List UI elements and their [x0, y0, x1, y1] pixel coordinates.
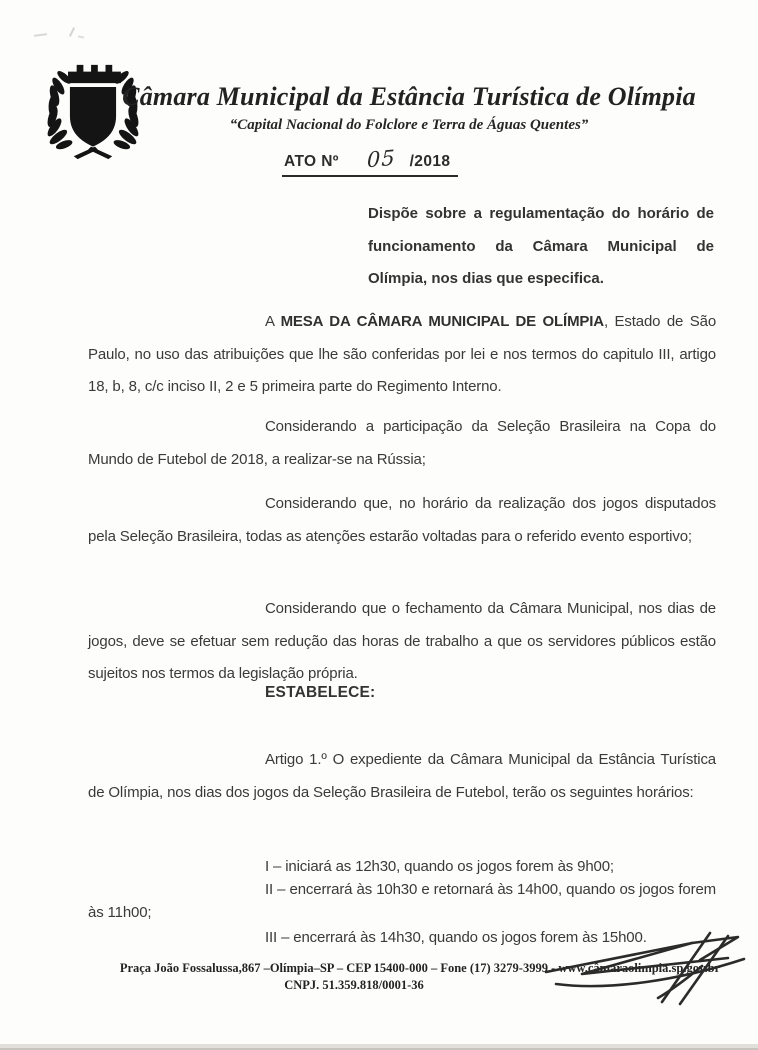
article-1-item: III – encerrará às 14h30, quando os jogos forem às 15h00.: [265, 929, 647, 946]
letterhead: [100, 82, 718, 134]
preamble-rest: , Estado de São Paulo, no uso das atribuições que lhe são conferidas por lei e nos termos do capitulo III, artigo 18, b, 8, c/c inciso II, 2 e 5 primeira parte do Regimento Interno.: [88, 313, 717, 395]
preamble-lead: A: [265, 313, 281, 330]
article-1-item: II – encerrará às 10h30 e retornará às 14h00, quando os jogos forem às 11h00;: [88, 881, 716, 921]
consideration-paragraph: Considerando a participação da Seleção Brasileira na Copa do Mundo de Futebol de 2018, a realizar-se na Rússia;: [88, 418, 716, 468]
pencil-mark: [69, 27, 75, 37]
footer-address: Praça João Fossalussa,867 –Olímpia–SP – CEP 15400-000 – Fone (17) 3279-3999 - www.câmaraolimpia.sp.gov.br: [119, 961, 721, 975]
footer-cnpj: CNPJ. 51.359.818/0001-36: [284, 978, 424, 992]
act-number-handwritten: 05: [366, 145, 396, 173]
act-number-line: [282, 147, 458, 177]
article-1-paragraph: Artigo 1.º O expediente da Câmara Municipal da Estância Turística de Olímpia, nos dias dos jogos da Seleção Brasileira de Futebol, terão os seguintes horários:: [88, 751, 716, 801]
act-label: ATO Nº: [284, 153, 339, 170]
establishes-heading: ESTABELECE:: [265, 684, 376, 701]
consideration-paragraph: Considerando que, no horário da realização dos jogos disputados pela Seleção Brasileira, todas as atenções estarão voltadas para o referido evento esportivo;: [88, 495, 716, 545]
preamble-emphasis: MESA DA CÂMARA MUNICIPAL DE OLÍMPIA: [280, 313, 604, 330]
letter-footer: [96, 960, 744, 994]
pencil-mark: [78, 35, 84, 38]
act-summary: Dispõe sobre a regulamentação do horário de funcionamento da Câmara Municipal de Olímpia, nos dias que especifica.: [368, 205, 714, 287]
pencil-mark: [34, 33, 47, 37]
article-1-item: I – iniciará as 12h30, quando os jogos forem às 9h00;: [265, 858, 614, 875]
organization-motto: “Capital Nacional do Folclore e Terra de Águas Quentes”: [229, 117, 589, 133]
organization-title: Câmara Municipal da Estância Turística de Olímpia: [122, 82, 696, 111]
act-year: /2018: [409, 153, 451, 170]
preamble-paragraph: [88, 306, 716, 404]
consideration-paragraph: Considerando que o fechamento da Câmara Municipal, nos dias de jogos, deve se efetuar sem redução das horas de trabalho a que os servidores públicos estão sujeitos nos termos da legislação própria.: [88, 600, 716, 682]
